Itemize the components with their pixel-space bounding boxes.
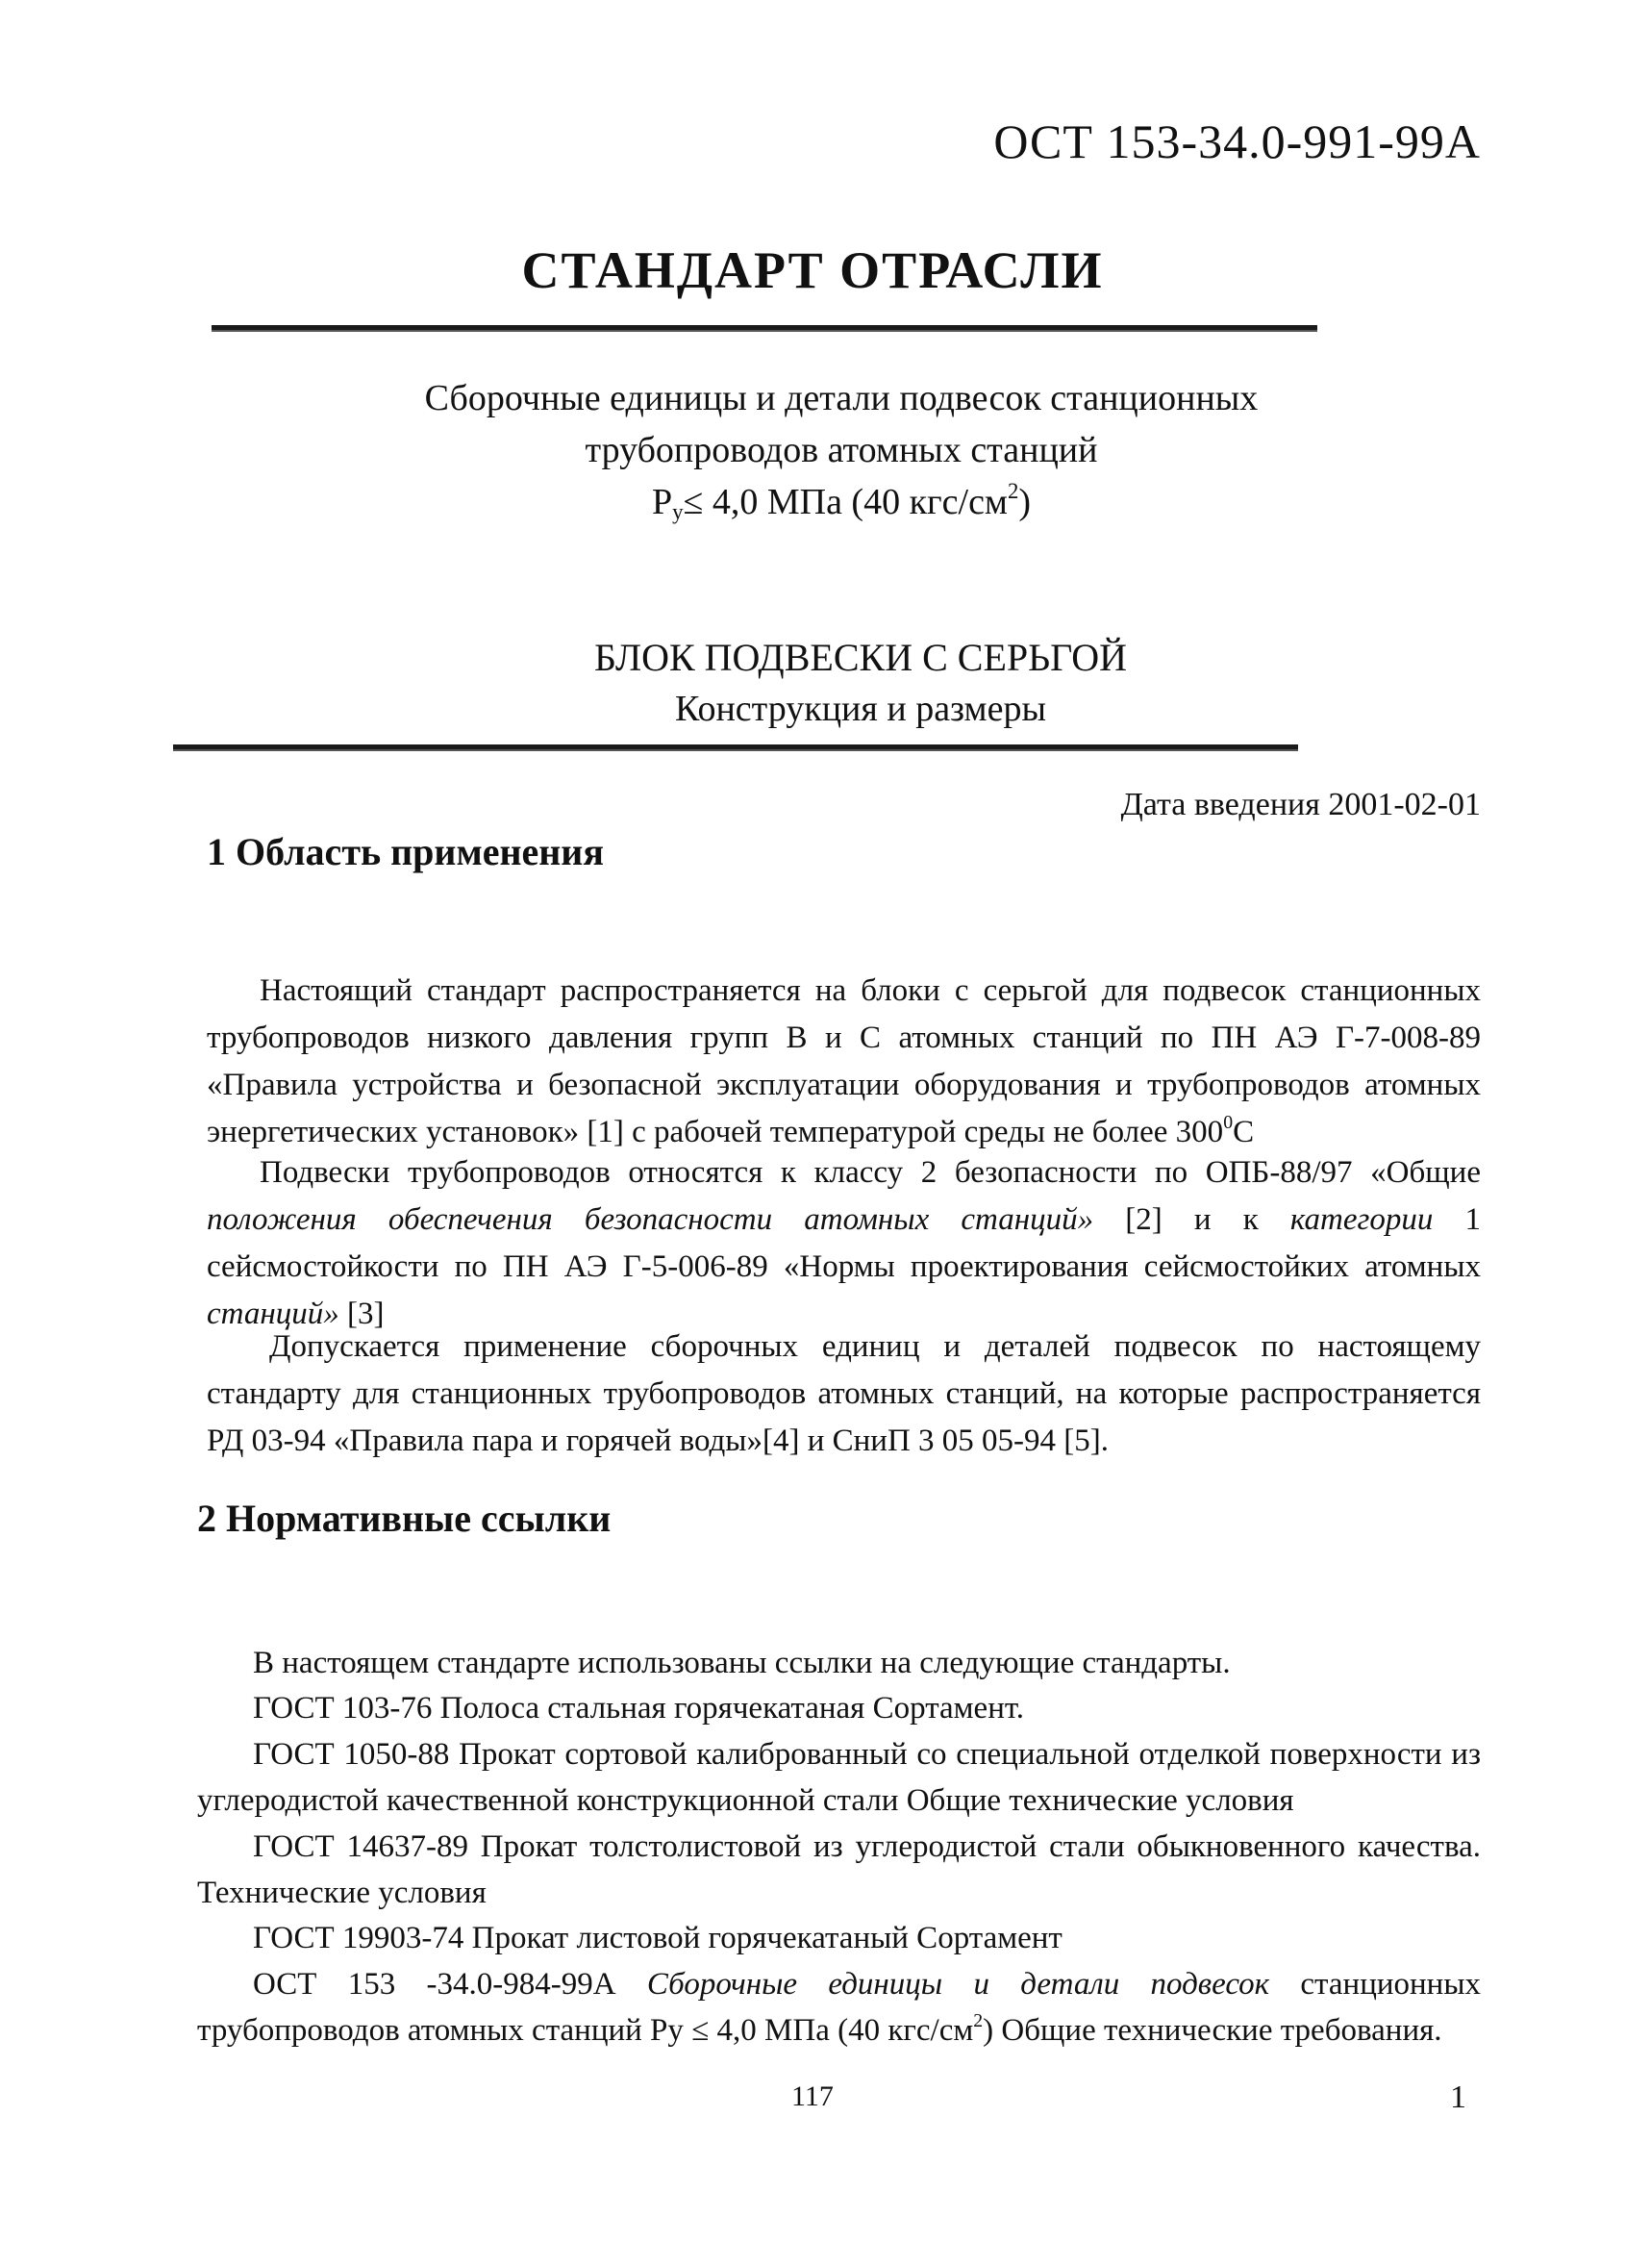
page-number: 117	[791, 2080, 834, 2112]
paragraph-2-italic-3: станций»	[207, 1297, 339, 1331]
paragraph-2-text-a: Подвески трубопроводов относятся к классу 2 безопасности по ОПБ-88/97 «Общие	[260, 1155, 1481, 1190]
introduction-date: Дата введения 2001-02-01	[1120, 787, 1481, 822]
pressure-subscript: у	[672, 499, 684, 524]
reference-ost-984-text: станционных трубопроводов атомных станций Ру ≤ 4,0 МПа (40 кгс/см	[197, 1967, 1482, 2048]
pressure-value: ≤ 4,0 МПа (40 кгс/см	[683, 482, 1008, 522]
sheet-number: 1	[1450, 2079, 1466, 2115]
section-1-paragraph-1	[207, 968, 1481, 1156]
reference-gost-1050: ГОСТ 1050-88 Прокат сортовой калиброванный со специальной отделкой поверхности из углеродистой качественной конструкционной стали Общие технические условия	[197, 1737, 1481, 1818]
standard-code: ОСТ 153-34.0-991-99А	[993, 114, 1481, 168]
reference-gost-14637: ГОСТ 14637-89 Прокат толстолистовой из углеродистой стали обыкновенного качества. Технические условия	[197, 1829, 1481, 1910]
reference-item	[197, 1961, 1481, 2054]
references-intro	[197, 1640, 1481, 1686]
reference-gost-19903: ГОСТ 19903-74 Прокат листовой горячекатаный Сортамент	[253, 1921, 1062, 1955]
paragraph-2-text-c: 1 сейсмостойкости по ПН АЭ Г-5-006-89 «Нормы проектирования сейсмостойких атомных	[207, 1202, 1481, 1284]
pressure-symbol: Р	[651, 482, 673, 522]
reference-ost-984-end: ) Общие технические требования.	[983, 2013, 1442, 2048]
paragraph-2-italic-2: категории	[1289, 1202, 1434, 1237]
reference-gost-103: ГОСТ 103-76 Полоса стальная горячекатаная Сортамент.	[253, 1691, 1025, 1726]
reference-item	[197, 1731, 1481, 1824]
block-rule	[173, 744, 1298, 751]
reference-item	[197, 1915, 1481, 1961]
page-title-wrap	[0, 240, 1625, 300]
reference-ost-984: ОСТ 153 -34.0-984-99А	[253, 1967, 647, 2002]
page-title: СТАНДАРТ ОТРАСЛИ	[521, 241, 1104, 299]
paragraph-2-text-b: [2] и к	[1093, 1202, 1290, 1237]
title-rule	[212, 325, 1317, 332]
references-intro-text: В настоящем стандарте использованы ссылки на следующие стандарты.	[253, 1646, 1231, 1680]
block-subtitle: Конструкция и размеры	[675, 689, 1046, 729]
block-title: БЛОК ПОДВЕСКИ С СЕРЬГОЙ	[593, 636, 1127, 679]
subtitle-line-2: трубопроводов атомных станций	[585, 430, 1098, 470]
unit-superscript: 2	[1007, 479, 1019, 504]
paragraph-2-italic: положения обеспечения безопасности атомных станций»	[207, 1202, 1094, 1237]
section-1-heading: 1 Область применения	[207, 830, 604, 873]
section-1-paragraph-2	[207, 1149, 1481, 1338]
subtitle-line-1: Сборочные единицы и детали подвесок станционных	[424, 378, 1259, 418]
section-1-paragraph-3	[207, 1323, 1481, 1465]
subtitle-line-3	[0, 481, 1625, 523]
paragraph-1-text: Настоящий стандарт распространяется на блоки с серьгой для подвесок станционных трубопроводов низкого давления групп В и С атомных станций по ПН АЭ Г-7-008-89 «Правила устройства и безопасной эксплуатации оборудования и трубопроводов атомных энергетических установок» [1] с рабочей температурой среды не более 300	[207, 973, 1481, 1149]
pressure-close: )	[1018, 482, 1032, 522]
paragraph-1-unit: С	[1233, 1115, 1255, 1149]
reference-ost-984-italic: Сборочные единицы и детали подвесок	[646, 1967, 1270, 2002]
paragraph-2-text-d: [3]	[338, 1297, 385, 1331]
section-2-heading: 2 Нормативные ссылки	[197, 1497, 612, 1540]
reference-item	[197, 1824, 1481, 1916]
unit-superscript: 2	[973, 2010, 984, 2032]
paragraph-3-text: Допускается применение сборочных единиц и деталей подвесок по настоящему стандарту для станционных трубопроводов атомных станций, на которые распространяется РД 03-94 «Правила пара и горячей воды»[4] и СниП 3 05 05-94 [5].	[207, 1329, 1481, 1458]
degree-superscript: 0	[1223, 1112, 1234, 1134]
reference-item	[197, 1685, 1481, 1731]
